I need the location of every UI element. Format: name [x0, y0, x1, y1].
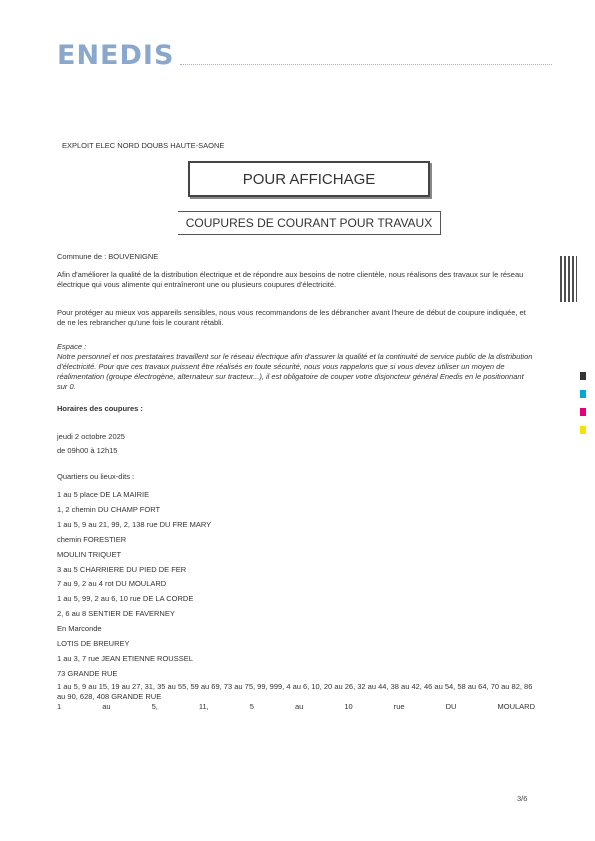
list-item: 1 au 5, 9 au 15, 19 au 27, 31, 35 au 55, 59 au 69, 73 au 75, 99, 999, 4 au 6, 10, 20 au 26, 32 au 44, 38 au 42, 46 au 54, 58 au 64, 70 au 82, 86 au 90, 628, 408 GRANDE RUE	[57, 681, 533, 701]
list-item: LOTIS DE BREUREY	[57, 639, 130, 649]
list-item: 1 au 5, 99, 2 au 6, 10 rue DE LA CORDE	[57, 594, 194, 604]
header-rule	[180, 64, 552, 65]
list-item: 3 au 5 CHARRIERE DU PIED DE FER	[57, 564, 187, 574]
department-line: EXPLOIT ELEC NORD DOUBS HAUTE-SAONE	[62, 141, 225, 150]
schedule-time: de 09h00 à 12h15	[57, 446, 118, 455]
advice-paragraph: Pour protéger au mieux vos appareils sensibles, nous vous recommandons de les débrancher avant l'heure de début de coupure indiquée, et de ne les rebrancher qu'une fois le courant rétabli.	[57, 308, 526, 327]
places-list	[57, 488, 535, 702]
list-item: 1 au 5, 9 au 21, 99, 2, 138 rue DU FRE MARY	[57, 519, 212, 529]
list-item: MOULIN TRIQUET	[57, 549, 122, 559]
word: DU	[445, 702, 457, 711]
word: au	[294, 702, 304, 711]
word: 5	[249, 702, 254, 711]
list-item: 1 au 5 place DE LA MAIRIE	[57, 490, 150, 499]
list-item: 2, 6 au 8 SENTIER DE FAVERNEY	[57, 609, 175, 619]
notice-box	[188, 161, 430, 197]
subject-box	[178, 211, 441, 235]
word: rue	[393, 702, 405, 711]
notice-title: POUR AFFICHAGE	[242, 170, 376, 188]
word: 5,	[151, 702, 158, 711]
list-item: chemin FORESTIER	[57, 534, 127, 544]
word: au	[102, 702, 111, 711]
qr-code-icon	[560, 256, 577, 302]
print-mark-cyan	[580, 390, 586, 398]
list-item: En Marconde	[57, 624, 102, 634]
list-item: 1, 2 chemin DU CHAMP FORT	[57, 504, 161, 514]
commune-line: Commune de : BOUVENIGNE	[57, 252, 159, 261]
intro-paragraph: Afin d'améliorer la qualité de la distribution électrique et de répondre aux besoins de notre clientèle, nous réalisons des travaux sur le réseau électrique qui vous alimente qui entraîneront une ou plusieurs coupures d'électricité.	[57, 270, 524, 289]
enedis-logo: ENEDIS	[57, 40, 175, 71]
schedule-title: Horaires des coupures :	[57, 404, 143, 413]
word: 10	[344, 702, 353, 711]
word: 11,	[198, 702, 209, 711]
word: 1	[57, 702, 62, 711]
list-item: 73 GRANDE RUE	[57, 668, 118, 678]
special-title: Espace :	[57, 342, 87, 351]
print-mark-black	[580, 372, 586, 380]
special-paragraph: Notre personnel et nos prestataires travaillent sur le réseau électrique afin d'assurer la qualité et la continuité de service public de la distribution d'électricité. Pour que ces travaux puissent être réalisés en toute sécurité, nous vous rappelons que si vous devez utiliser un moyen de réalimentation (groupe électrogène, alternateur sur tracteur...), il est obligatoire de couper votre disjoncteur général Enedis en le positionnant sur 0.	[57, 352, 533, 391]
print-mark-yellow	[580, 426, 586, 434]
page-number: 3/6	[517, 794, 528, 803]
subject-title: COUPURES DE COURANT POUR TRAVAUX	[185, 216, 433, 230]
print-mark-magenta	[580, 408, 586, 416]
places-title: Quartiers ou lieux-dits :	[57, 472, 135, 481]
list-item: 1 au 3, 7 rue JEAN ETIENNE ROUSSEL	[57, 653, 193, 663]
list-item: 7 au 9, 2 au 4 rot DU MOULARD	[57, 579, 167, 589]
word: MOULARD	[497, 702, 535, 711]
justified-address-line	[57, 702, 535, 711]
schedule-date: jeudi 2 octobre 2025	[57, 432, 125, 441]
